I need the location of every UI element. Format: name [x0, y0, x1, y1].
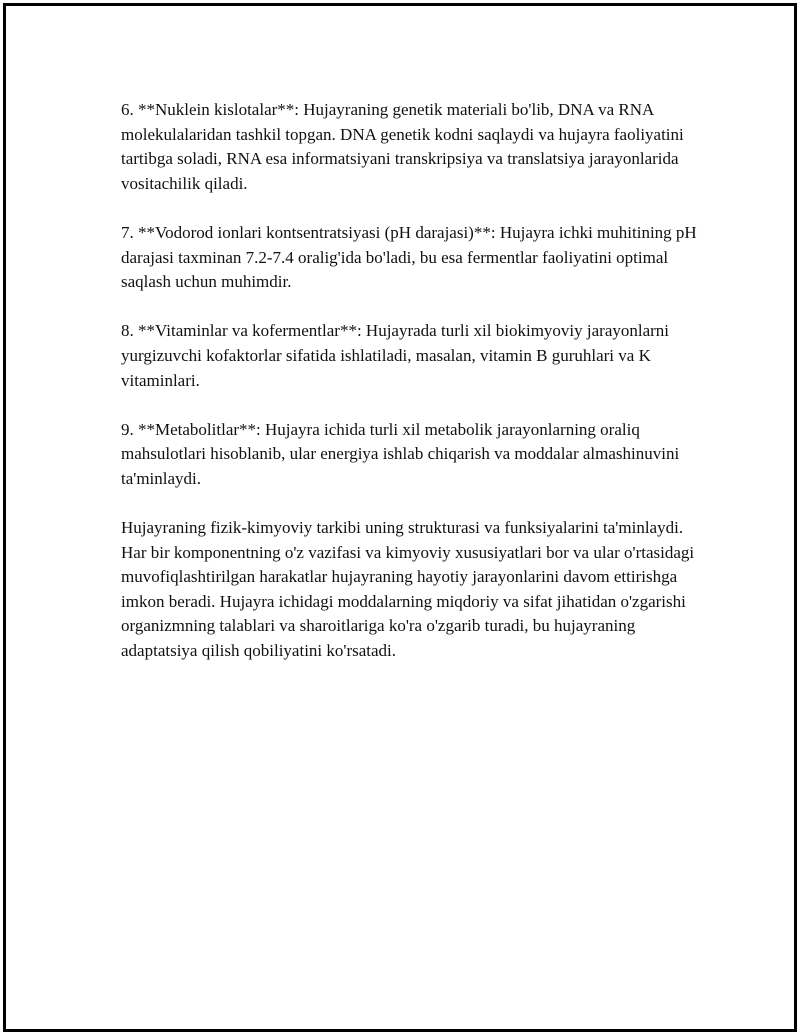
paragraph-vitamins: 8. **Vitaminlar va kofermentlar**: Hujayrada turli xil biokimyoviy jarayonlarni yurgizuvchi kofaktorlar sifatida ishlatiladi, masalan, vitamin B guruhlari va K vitaminlari. [121, 321, 670, 390]
page-frame [3, 3, 797, 1032]
paragraph-summary: Hujayraning fizik-kimyoviy tarkibi uning strukturasi va funksiyalarini ta'minlaydi. Har bir komponentning o'z vazifasi va kimyoviy xususiyatlari bor va ular o'rtasidagi muvofiqlashtirilgan harakatlar hujayraning hayotiy jarayonlarini davom ettirishga imkon beradi. Hujayra ichidagi moddalarning miqdoriy va sifat jihatidan o'zgarishi organizmning talablari va sharoitlariga ko'ra o'zgarib turadi, bu hujayraning adaptatsiya qilish qobiliyatini ko'rsatadi. [121, 518, 695, 661]
document-body [121, 98, 706, 664]
paragraph-ph-level: 7. **Vodorod ionlari kontsentratsiyasi (pH darajasi)**: Hujayra ichki muhitining pH darajasi taxminan 7.2-7.4 oralig'ida bo'ladi, bu esa fermentlar faoliyatini optimal saqlash uchun muhimdir. [121, 222, 697, 292]
paragraph-nucleic-acids: 6. **Nuklein kislotalar**: Hujayraning genetik materiali bo'lib, DNA va RNA molekulalaridan tashkil topgan. DNA genetik kodni saqlaydi va hujayra faoliyatini tartibga soladi, RNA esa informatsiyani transkripsiya va translatsiya jarayonlarida vositachilik qiladi. [121, 100, 684, 193]
paragraph-metabolites: 9. **Metabolitlar**: Hujayra ichida turli xil metabolik jarayonlarning oraliq mahsulotlari hisoblanib, ular energiya ishlab chiqarish va moddalar almashinuvini ta'minlaydi. [121, 419, 680, 488]
